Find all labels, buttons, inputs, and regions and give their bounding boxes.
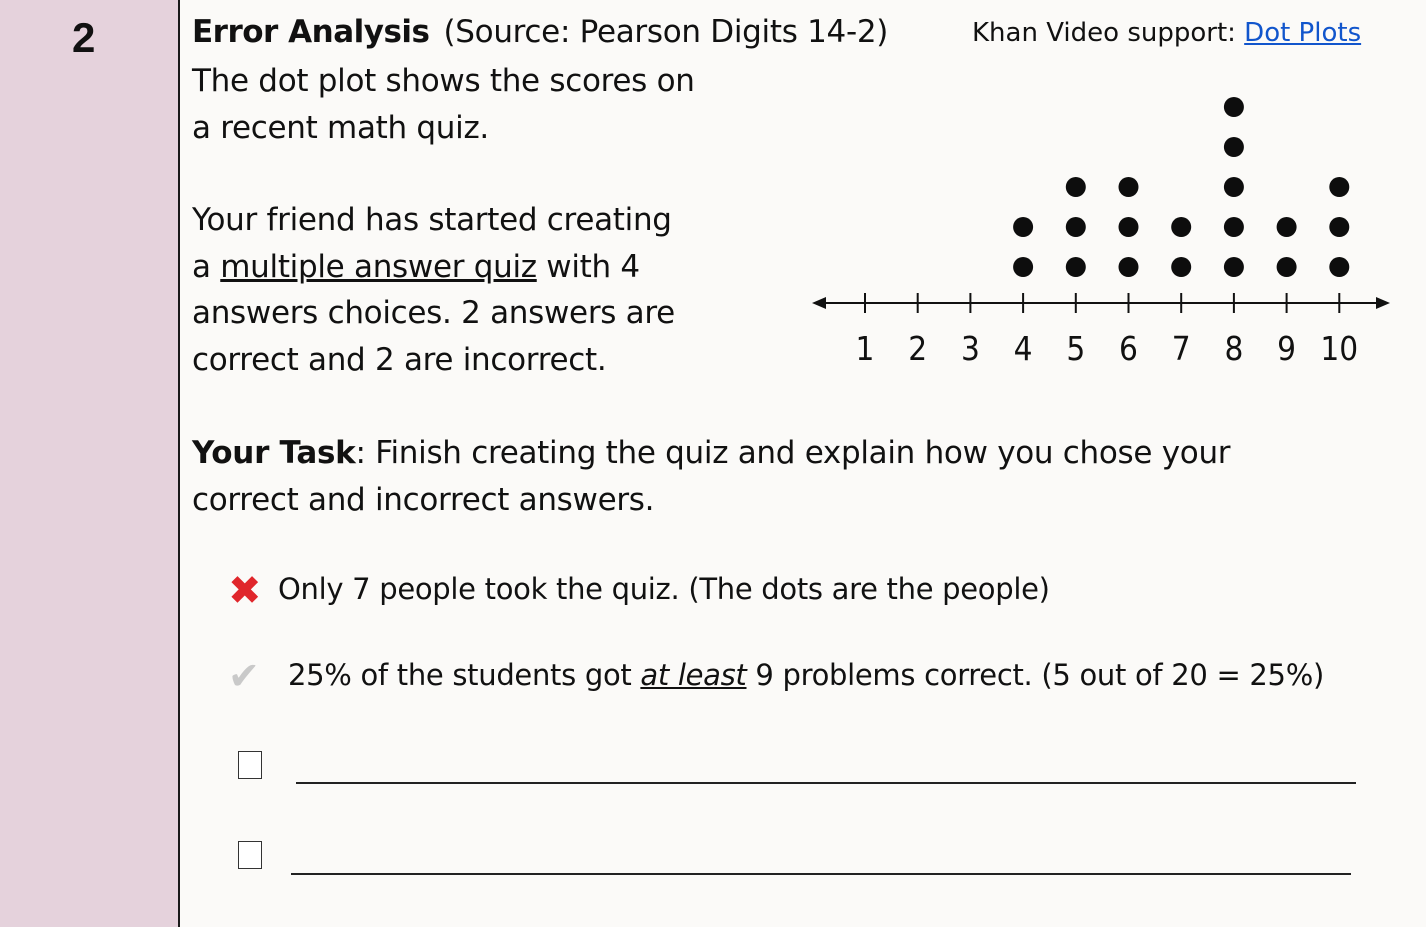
khan-support: [972, 18, 1361, 48]
intro-paragraph: [192, 58, 752, 151]
answer-checkbox[interactable]: [238, 751, 262, 779]
data-dot: [1119, 257, 1139, 277]
ticks: [856, 293, 1359, 368]
data-dot: [1171, 217, 1191, 237]
friend-line: [192, 244, 752, 291]
data-dot: [1277, 257, 1297, 277]
answer-blank[interactable]: [296, 782, 1356, 784]
data-dot: [1013, 257, 1033, 277]
right-arrow: [1376, 297, 1390, 309]
intro-line: The dot plot shows the scores on: [192, 63, 695, 99]
problem-header: [192, 14, 888, 50]
answer-blank[interactable]: [291, 873, 1351, 875]
friend-line: correct and 2 are incorrect.: [192, 341, 607, 378]
data-dot: [1066, 257, 1086, 277]
friend-line: answers choices. 2 answers are: [192, 295, 675, 331]
tick-label: 8: [1224, 329, 1244, 368]
task-line: correct and incorrect answers.: [192, 481, 655, 518]
tick-label: 1: [855, 329, 875, 368]
tick-label: 5: [1066, 329, 1086, 368]
task-line: [192, 430, 1372, 477]
task-paragraph: [192, 430, 1372, 523]
friend-text: a: [192, 248, 221, 285]
data-dot: [1224, 97, 1244, 117]
intro-line: a recent math quiz.: [192, 109, 489, 146]
data-dot: [1224, 257, 1244, 277]
data-dot: [1277, 217, 1297, 237]
answer-choice-incorrect: [228, 568, 1050, 614]
data-dot: [1066, 177, 1086, 197]
friend-paragraph: [192, 197, 752, 383]
data-dot: [1224, 137, 1244, 157]
answer-choice-correct: [228, 654, 1324, 698]
friend-line: Your friend has started creating: [192, 202, 672, 238]
data-dot: [1329, 177, 1349, 197]
source-citation: (Source: Pearson Digits 14-2): [443, 14, 889, 50]
choice-text: 25% of the students got: [288, 658, 641, 692]
x-icon: ✖: [228, 568, 262, 614]
sidebar: [0, 0, 180, 927]
tick-label: 7: [1171, 329, 1191, 368]
data-dot: [1329, 217, 1349, 237]
task-label: Your Task: [192, 435, 356, 471]
data-dot: [1119, 217, 1139, 237]
answer-checkbox[interactable]: [238, 841, 262, 869]
data-dot: [1171, 257, 1191, 277]
data-dot: [1224, 217, 1244, 237]
task-text: : Finish creating the quiz and explain how you chose your: [355, 435, 1231, 471]
data-dot: [1066, 217, 1086, 237]
dot-series: [1013, 97, 1349, 277]
left-arrow: [812, 297, 826, 309]
choice-text: 9 problems correct. (5 out of 20 = 25%): [746, 658, 1324, 692]
data-dot: [1224, 177, 1244, 197]
data-dot: [1013, 217, 1033, 237]
khan-label: Khan Video support:: [972, 18, 1236, 48]
multiple-answer-quiz-term: multiple answer quiz: [220, 248, 537, 285]
choice-emphasis: at least: [640, 658, 747, 692]
friend-text: with 4: [536, 248, 640, 285]
dot-plots-link[interactable]: Dot Plots: [1244, 18, 1362, 48]
tick-label: 4: [1013, 329, 1033, 368]
check-icon: ✔: [228, 654, 260, 698]
problem-title: Error Analysis: [192, 14, 430, 50]
data-dot: [1329, 257, 1349, 277]
tick-label: 9: [1277, 329, 1297, 368]
choice-text: Only 7 people took the quiz. (The dots are the people): [278, 572, 1050, 606]
tick-label: 3: [960, 329, 980, 368]
tick-label: 6: [1119, 329, 1138, 368]
problem-number: 2: [72, 14, 96, 61]
tick-label: 2: [908, 329, 928, 368]
dot-plot: [812, 88, 1402, 378]
data-dot: [1119, 177, 1139, 197]
tick-label: 10: [1320, 329, 1359, 368]
